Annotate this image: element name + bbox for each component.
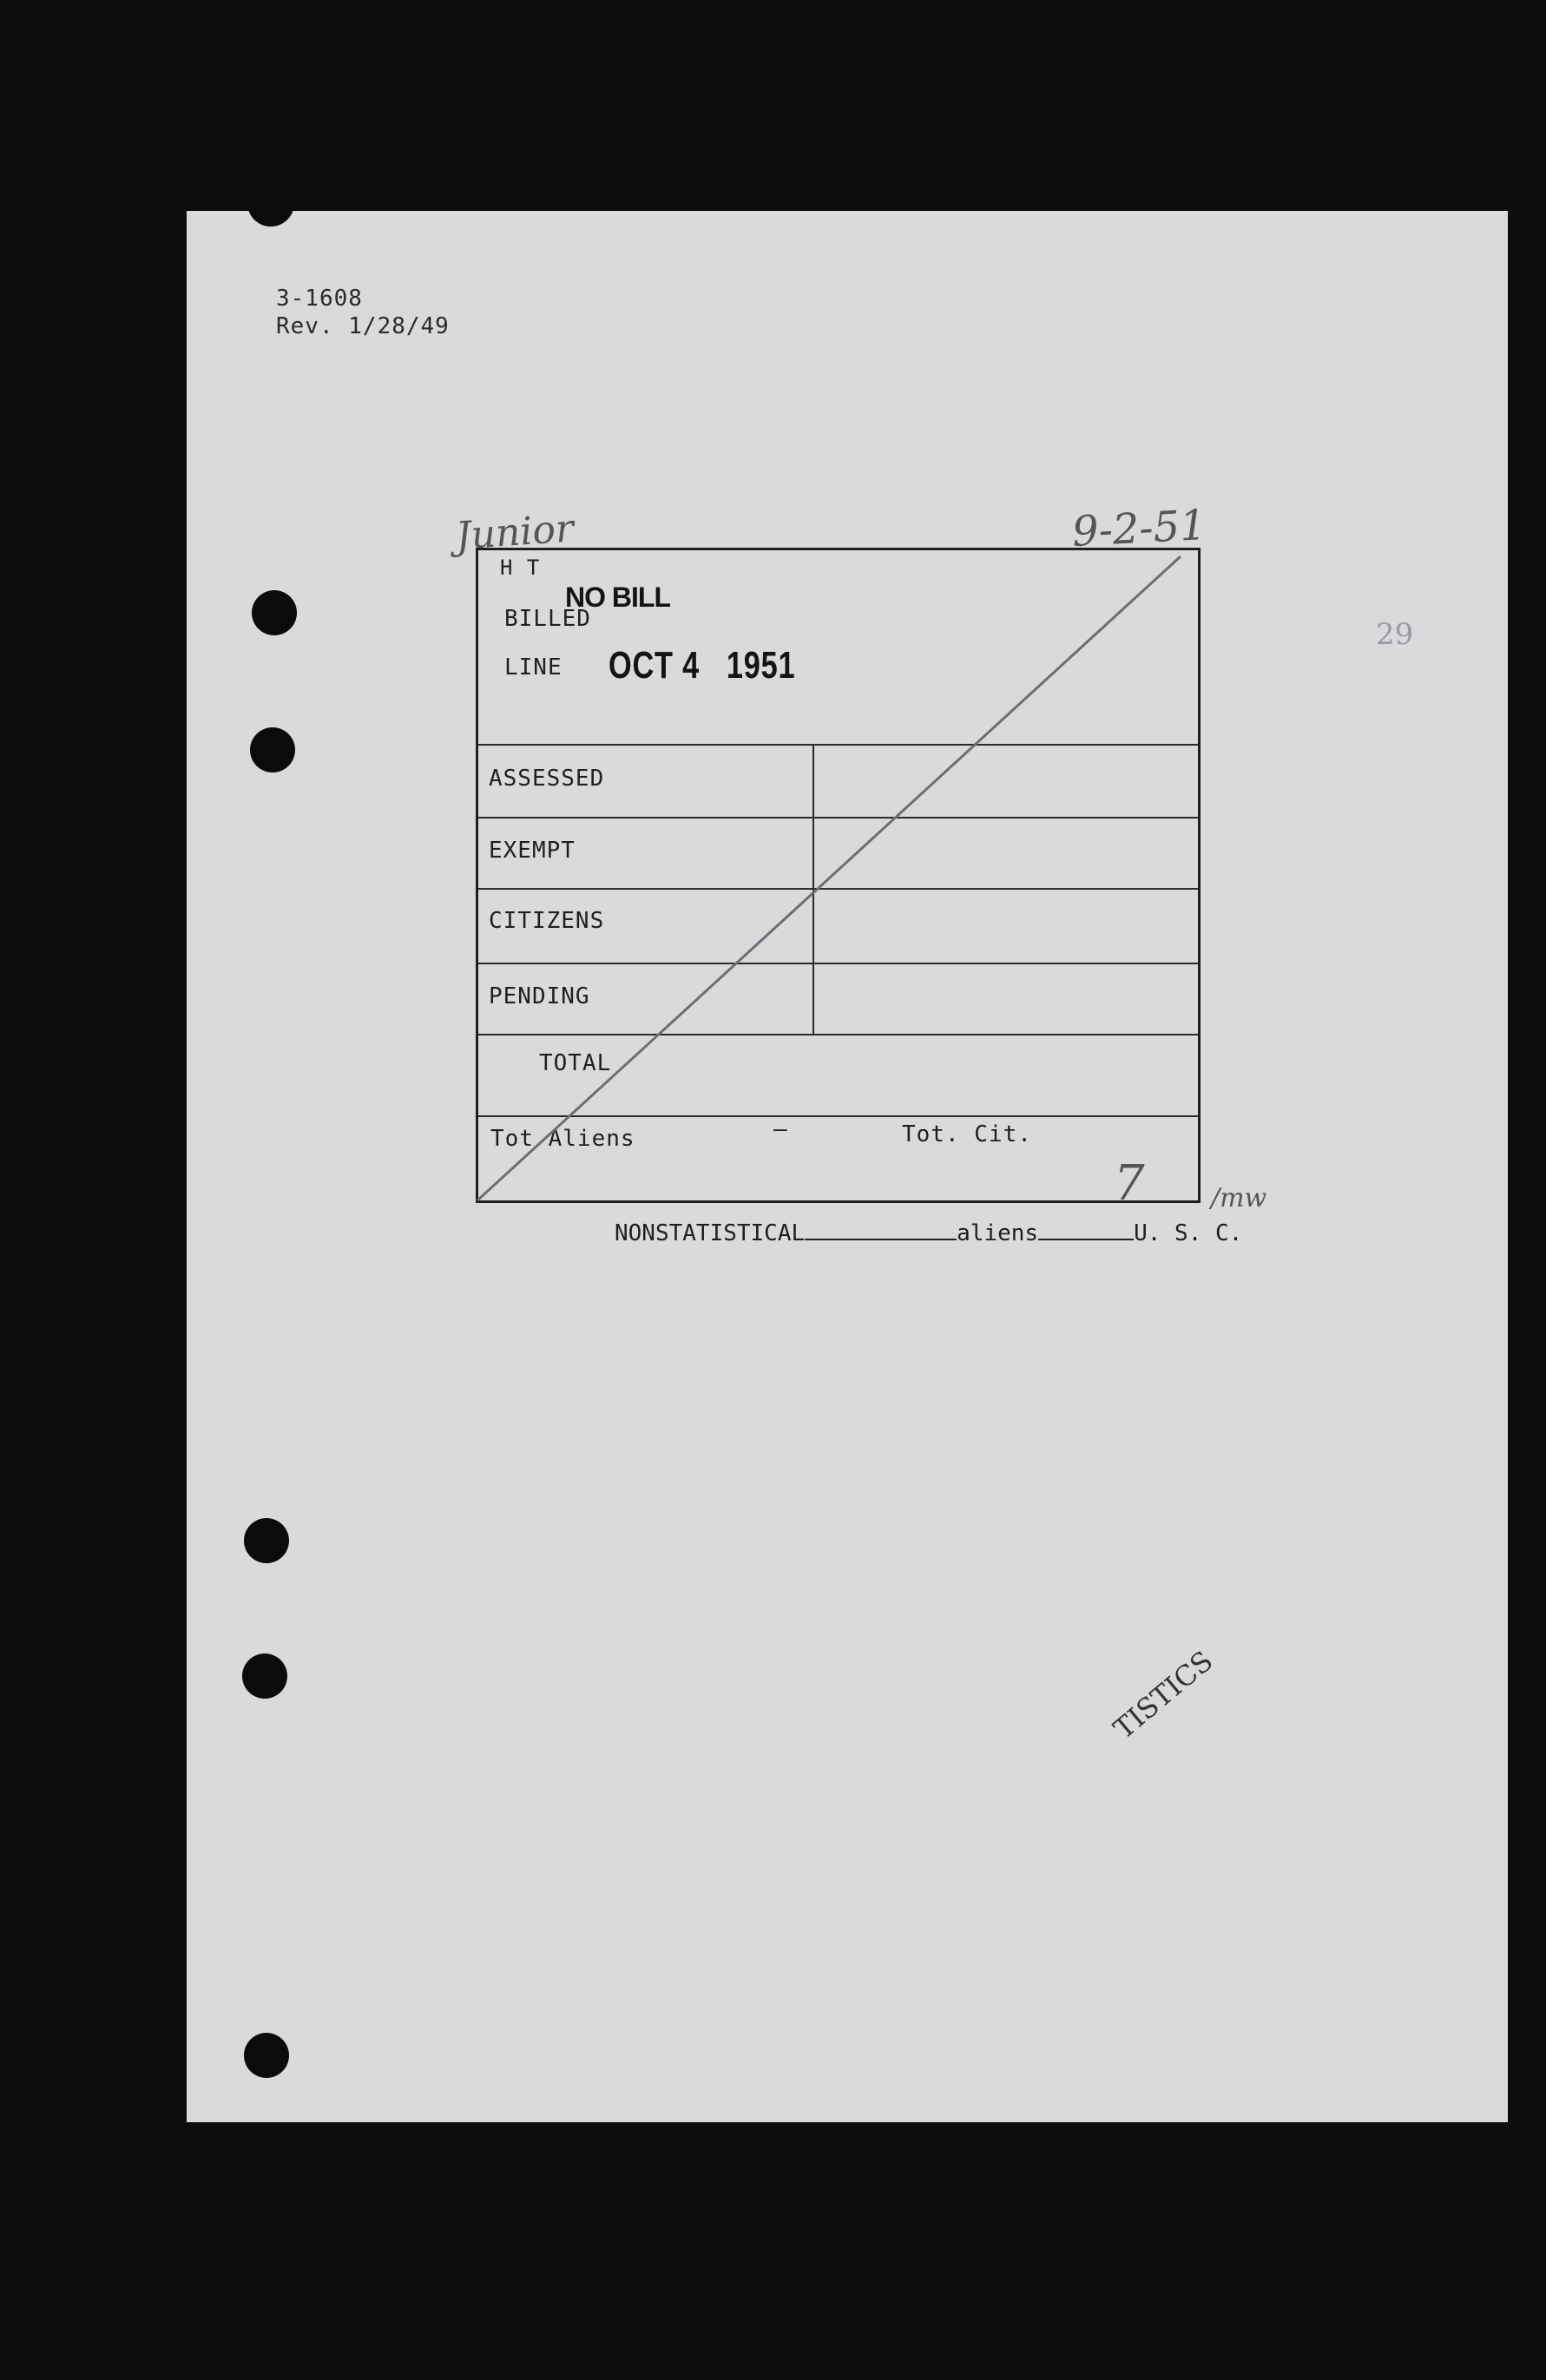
row-label-citizens: CITIZENS xyxy=(489,908,605,934)
total-label: TOTAL xyxy=(539,1050,612,1076)
page-number: 29 xyxy=(1376,617,1414,652)
billed-label: BILLED xyxy=(504,606,591,632)
no-bill-stamp: NO BILL xyxy=(565,582,670,613)
row-label-assessed: ASSESSED xyxy=(489,766,605,792)
diagonal-cancel-line xyxy=(477,556,1181,1200)
tot-cit-value: 7 xyxy=(1114,1155,1145,1212)
usc-label: U. S. C. xyxy=(1134,1220,1243,1246)
ht-label: H T xyxy=(500,556,541,580)
aliens-label: aliens xyxy=(957,1220,1039,1246)
tot-aliens-label: Tot Aliens xyxy=(490,1126,635,1152)
row-label-pending: PENDING xyxy=(489,983,590,1009)
row-label-exempt: EXEMPT xyxy=(489,838,576,864)
handwritten-date: 9-2-51 xyxy=(1070,500,1207,557)
tot-cit-label: Tot. Cit. xyxy=(902,1121,1032,1147)
form-revision: Rev. 1/28/49 xyxy=(276,313,450,339)
handwritten-initials: /mw xyxy=(1211,1183,1267,1213)
tot-aliens-value: — xyxy=(773,1116,788,1142)
line-label: LINE xyxy=(504,654,562,680)
nonstatistical-label: NONSTATISTICAL xyxy=(615,1220,806,1246)
statistics-stamp: TISTICS xyxy=(1107,1644,1220,1746)
date-stamp: OCT 4 1951 xyxy=(609,644,796,687)
document-page xyxy=(187,211,1508,2122)
form-number: 3-1608 xyxy=(276,286,363,312)
strike-through-line xyxy=(187,211,1508,2122)
handwritten-name: Junior xyxy=(454,506,576,559)
